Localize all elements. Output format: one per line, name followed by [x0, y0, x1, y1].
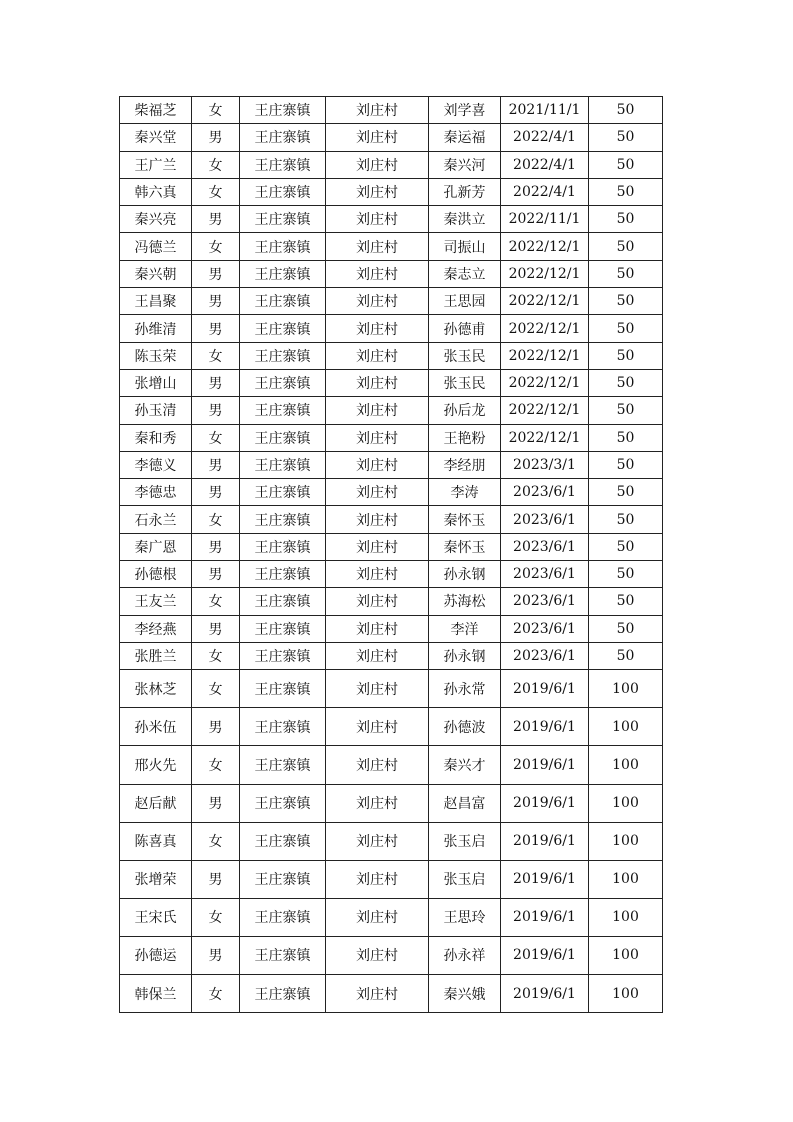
village-cell: 刘庄村 — [326, 288, 429, 315]
person-name-cell: 秦兴亮 — [120, 206, 192, 233]
village-cell: 刘庄村 — [326, 898, 429, 936]
town-cell: 王庄寨镇 — [240, 746, 326, 784]
sex-cell: 男 — [192, 479, 240, 506]
amount-cell: 100 — [589, 708, 663, 746]
payee-name-cell: 王思玲 — [429, 898, 501, 936]
town-cell: 王庄寨镇 — [240, 615, 326, 642]
amount-cell: 50 — [589, 342, 663, 369]
table-row — [120, 369, 663, 396]
payee-name-cell: 秦怀玉 — [429, 506, 501, 533]
amount-cell: 100 — [589, 670, 663, 708]
table-row — [120, 822, 663, 860]
date-cell: 2023/6/1 — [501, 533, 589, 560]
date-cell: 2022/12/1 — [501, 369, 589, 396]
table-row — [120, 561, 663, 588]
person-name-cell: 孙德根 — [120, 561, 192, 588]
town-cell: 王庄寨镇 — [240, 424, 326, 451]
date-cell: 2019/6/1 — [501, 936, 589, 974]
village-cell: 刘庄村 — [326, 260, 429, 287]
sex-cell: 男 — [192, 451, 240, 478]
person-name-cell: 秦广恩 — [120, 533, 192, 560]
village-cell: 刘庄村 — [326, 860, 429, 898]
sex-cell: 男 — [192, 206, 240, 233]
date-cell: 2022/11/1 — [501, 206, 589, 233]
village-cell: 刘庄村 — [326, 822, 429, 860]
table-row — [120, 451, 663, 478]
person-name-cell: 赵后献 — [120, 784, 192, 822]
village-cell: 刘庄村 — [326, 506, 429, 533]
date-cell: 2019/6/1 — [501, 708, 589, 746]
person-name-cell: 王宋氏 — [120, 898, 192, 936]
village-cell: 刘庄村 — [326, 479, 429, 506]
table-row — [120, 260, 663, 287]
village-cell: 刘庄村 — [326, 342, 429, 369]
payee-name-cell: 孙德甫 — [429, 315, 501, 342]
person-name-cell: 张增荣 — [120, 860, 192, 898]
village-cell: 刘庄村 — [326, 936, 429, 974]
amount-cell: 100 — [589, 784, 663, 822]
table-row — [120, 708, 663, 746]
person-name-cell: 张胜兰 — [120, 642, 192, 669]
table-row — [120, 533, 663, 560]
sex-cell: 女 — [192, 178, 240, 205]
village-cell: 刘庄村 — [326, 615, 429, 642]
person-name-cell: 王昌聚 — [120, 288, 192, 315]
town-cell: 王庄寨镇 — [240, 936, 326, 974]
village-cell: 刘庄村 — [326, 708, 429, 746]
town-cell: 王庄寨镇 — [240, 784, 326, 822]
person-name-cell: 柴福芝 — [120, 97, 192, 124]
town-cell: 王庄寨镇 — [240, 588, 326, 615]
sex-cell: 男 — [192, 369, 240, 396]
village-cell: 刘庄村 — [326, 588, 429, 615]
date-cell: 2019/6/1 — [501, 898, 589, 936]
person-name-cell: 陈玉荣 — [120, 342, 192, 369]
amount-cell: 50 — [589, 369, 663, 396]
amount-cell: 50 — [589, 424, 663, 451]
table-body — [120, 97, 663, 1013]
payee-name-cell: 张玉民 — [429, 342, 501, 369]
payee-name-cell: 张玉启 — [429, 822, 501, 860]
town-cell: 王庄寨镇 — [240, 708, 326, 746]
table-row — [120, 151, 663, 178]
table-row — [120, 342, 663, 369]
village-cell: 刘庄村 — [326, 533, 429, 560]
table-row — [120, 784, 663, 822]
date-cell: 2022/4/1 — [501, 124, 589, 151]
amount-cell: 100 — [589, 860, 663, 898]
sex-cell: 男 — [192, 784, 240, 822]
payee-name-cell: 王艳粉 — [429, 424, 501, 451]
person-name-cell: 王友兰 — [120, 588, 192, 615]
person-name-cell: 韩六真 — [120, 178, 192, 205]
person-name-cell: 秦兴朝 — [120, 260, 192, 287]
person-name-cell: 秦兴堂 — [120, 124, 192, 151]
amount-cell: 50 — [589, 206, 663, 233]
village-cell: 刘庄村 — [326, 642, 429, 669]
sex-cell: 女 — [192, 151, 240, 178]
town-cell: 王庄寨镇 — [240, 506, 326, 533]
person-name-cell: 孙维清 — [120, 315, 192, 342]
date-cell: 2019/6/1 — [501, 784, 589, 822]
village-cell: 刘庄村 — [326, 151, 429, 178]
payee-name-cell: 张玉启 — [429, 860, 501, 898]
payee-name-cell: 秦兴娥 — [429, 974, 501, 1012]
date-cell: 2022/12/1 — [501, 342, 589, 369]
date-cell: 2022/12/1 — [501, 288, 589, 315]
payee-name-cell: 秦志立 — [429, 260, 501, 287]
town-cell: 王庄寨镇 — [240, 97, 326, 124]
sex-cell: 男 — [192, 397, 240, 424]
table-row — [120, 315, 663, 342]
amount-cell: 50 — [589, 615, 663, 642]
person-name-cell: 王广兰 — [120, 151, 192, 178]
amount-cell: 50 — [589, 479, 663, 506]
amount-cell: 100 — [589, 974, 663, 1012]
town-cell: 王庄寨镇 — [240, 670, 326, 708]
town-cell: 王庄寨镇 — [240, 233, 326, 260]
date-cell: 2019/6/1 — [501, 822, 589, 860]
payee-name-cell: 司振山 — [429, 233, 501, 260]
village-cell: 刘庄村 — [326, 561, 429, 588]
sex-cell: 女 — [192, 898, 240, 936]
table-row — [120, 898, 663, 936]
table-row — [120, 746, 663, 784]
town-cell: 王庄寨镇 — [240, 206, 326, 233]
town-cell: 王庄寨镇 — [240, 342, 326, 369]
person-name-cell: 张增山 — [120, 369, 192, 396]
payee-name-cell: 秦兴才 — [429, 746, 501, 784]
amount-cell: 50 — [589, 588, 663, 615]
date-cell: 2022/12/1 — [501, 397, 589, 424]
amount-cell: 50 — [589, 260, 663, 287]
amount-cell: 50 — [589, 642, 663, 669]
table-row — [120, 97, 663, 124]
sex-cell: 女 — [192, 822, 240, 860]
village-cell: 刘庄村 — [326, 670, 429, 708]
date-cell: 2022/12/1 — [501, 424, 589, 451]
payee-name-cell: 秦洪立 — [429, 206, 501, 233]
sex-cell: 男 — [192, 124, 240, 151]
sex-cell: 女 — [192, 588, 240, 615]
village-cell: 刘庄村 — [326, 424, 429, 451]
amount-cell: 50 — [589, 124, 663, 151]
payee-name-cell: 李经朋 — [429, 451, 501, 478]
amount-cell: 50 — [589, 315, 663, 342]
table-row — [120, 642, 663, 669]
amount-cell: 50 — [589, 233, 663, 260]
payee-name-cell: 孙永常 — [429, 670, 501, 708]
subsidy-roster-table — [119, 96, 663, 1013]
sex-cell: 男 — [192, 315, 240, 342]
table-row — [120, 178, 663, 205]
amount-cell: 50 — [589, 533, 663, 560]
town-cell: 王庄寨镇 — [240, 479, 326, 506]
town-cell: 王庄寨镇 — [240, 151, 326, 178]
payee-name-cell: 孙永祥 — [429, 936, 501, 974]
amount-cell: 50 — [589, 506, 663, 533]
amount-cell: 50 — [589, 97, 663, 124]
payee-name-cell: 李洋 — [429, 615, 501, 642]
table-row — [120, 670, 663, 708]
person-name-cell: 李德忠 — [120, 479, 192, 506]
sex-cell: 女 — [192, 670, 240, 708]
person-name-cell: 冯德兰 — [120, 233, 192, 260]
town-cell: 王庄寨镇 — [240, 860, 326, 898]
sex-cell: 女 — [192, 746, 240, 784]
payee-name-cell: 秦运福 — [429, 124, 501, 151]
sex-cell: 女 — [192, 974, 240, 1012]
table-row — [120, 288, 663, 315]
village-cell: 刘庄村 — [326, 974, 429, 1012]
date-cell: 2019/6/1 — [501, 746, 589, 784]
payee-name-cell: 王思园 — [429, 288, 501, 315]
village-cell: 刘庄村 — [326, 97, 429, 124]
person-name-cell: 韩保兰 — [120, 974, 192, 1012]
village-cell: 刘庄村 — [326, 397, 429, 424]
payee-name-cell: 秦怀玉 — [429, 533, 501, 560]
town-cell: 王庄寨镇 — [240, 822, 326, 860]
table-row — [120, 206, 663, 233]
village-cell: 刘庄村 — [326, 746, 429, 784]
payee-name-cell: 张玉民 — [429, 369, 501, 396]
sex-cell: 男 — [192, 260, 240, 287]
town-cell: 王庄寨镇 — [240, 642, 326, 669]
town-cell: 王庄寨镇 — [240, 533, 326, 560]
table-row — [120, 124, 663, 151]
person-name-cell: 陈喜真 — [120, 822, 192, 860]
date-cell: 2021/11/1 — [501, 97, 589, 124]
town-cell: 王庄寨镇 — [240, 124, 326, 151]
sex-cell: 女 — [192, 506, 240, 533]
town-cell: 王庄寨镇 — [240, 397, 326, 424]
payee-name-cell: 孙永钢 — [429, 561, 501, 588]
table-row — [120, 615, 663, 642]
table-row — [120, 506, 663, 533]
sex-cell: 女 — [192, 342, 240, 369]
sex-cell: 女 — [192, 97, 240, 124]
date-cell: 2022/4/1 — [501, 151, 589, 178]
person-name-cell: 李德义 — [120, 451, 192, 478]
village-cell: 刘庄村 — [326, 451, 429, 478]
sex-cell: 女 — [192, 233, 240, 260]
amount-cell: 100 — [589, 746, 663, 784]
town-cell: 王庄寨镇 — [240, 178, 326, 205]
table-row — [120, 588, 663, 615]
table-row — [120, 974, 663, 1012]
date-cell: 2023/3/1 — [501, 451, 589, 478]
date-cell: 2022/12/1 — [501, 233, 589, 260]
date-cell: 2022/12/1 — [501, 315, 589, 342]
village-cell: 刘庄村 — [326, 784, 429, 822]
person-name-cell: 张林芝 — [120, 670, 192, 708]
sex-cell: 男 — [192, 288, 240, 315]
village-cell: 刘庄村 — [326, 178, 429, 205]
village-cell: 刘庄村 — [326, 369, 429, 396]
town-cell: 王庄寨镇 — [240, 260, 326, 287]
payee-name-cell: 刘学喜 — [429, 97, 501, 124]
person-name-cell: 邢火先 — [120, 746, 192, 784]
town-cell: 王庄寨镇 — [240, 974, 326, 1012]
sex-cell: 女 — [192, 642, 240, 669]
sex-cell: 男 — [192, 860, 240, 898]
date-cell: 2023/6/1 — [501, 479, 589, 506]
amount-cell: 100 — [589, 822, 663, 860]
date-cell: 2019/6/1 — [501, 670, 589, 708]
amount-cell: 100 — [589, 898, 663, 936]
amount-cell: 100 — [589, 936, 663, 974]
table-row — [120, 860, 663, 898]
payee-name-cell: 孙德波 — [429, 708, 501, 746]
payee-name-cell: 孙永钢 — [429, 642, 501, 669]
town-cell: 王庄寨镇 — [240, 561, 326, 588]
date-cell: 2023/6/1 — [501, 588, 589, 615]
table-row — [120, 397, 663, 424]
date-cell: 2022/12/1 — [501, 260, 589, 287]
table-row — [120, 479, 663, 506]
date-cell: 2023/6/1 — [501, 561, 589, 588]
payee-name-cell: 孔新芳 — [429, 178, 501, 205]
village-cell: 刘庄村 — [326, 206, 429, 233]
amount-cell: 50 — [589, 561, 663, 588]
amount-cell: 50 — [589, 397, 663, 424]
payee-name-cell: 苏海松 — [429, 588, 501, 615]
village-cell: 刘庄村 — [326, 233, 429, 260]
table-row — [120, 424, 663, 451]
amount-cell: 50 — [589, 178, 663, 205]
sex-cell: 男 — [192, 561, 240, 588]
person-name-cell: 石永兰 — [120, 506, 192, 533]
payee-name-cell: 秦兴河 — [429, 151, 501, 178]
person-name-cell: 孙玉清 — [120, 397, 192, 424]
date-cell: 2023/6/1 — [501, 615, 589, 642]
table-row — [120, 936, 663, 974]
date-cell: 2023/6/1 — [501, 506, 589, 533]
sex-cell: 男 — [192, 936, 240, 974]
amount-cell: 50 — [589, 151, 663, 178]
person-name-cell: 李经燕 — [120, 615, 192, 642]
town-cell: 王庄寨镇 — [240, 288, 326, 315]
date-cell: 2019/6/1 — [501, 974, 589, 1012]
sex-cell: 男 — [192, 708, 240, 746]
sex-cell: 女 — [192, 424, 240, 451]
amount-cell: 50 — [589, 288, 663, 315]
payee-name-cell: 孙后龙 — [429, 397, 501, 424]
town-cell: 王庄寨镇 — [240, 315, 326, 342]
town-cell: 王庄寨镇 — [240, 369, 326, 396]
village-cell: 刘庄村 — [326, 315, 429, 342]
date-cell: 2023/6/1 — [501, 642, 589, 669]
sex-cell: 男 — [192, 533, 240, 560]
sex-cell: 男 — [192, 615, 240, 642]
person-name-cell: 秦和秀 — [120, 424, 192, 451]
payee-name-cell: 李涛 — [429, 479, 501, 506]
person-name-cell: 孙德运 — [120, 936, 192, 974]
date-cell: 2019/6/1 — [501, 860, 589, 898]
town-cell: 王庄寨镇 — [240, 451, 326, 478]
person-name-cell: 孙米伍 — [120, 708, 192, 746]
village-cell: 刘庄村 — [326, 124, 429, 151]
table-row — [120, 233, 663, 260]
amount-cell: 50 — [589, 451, 663, 478]
date-cell: 2022/4/1 — [501, 178, 589, 205]
payee-name-cell: 赵昌富 — [429, 784, 501, 822]
town-cell: 王庄寨镇 — [240, 898, 326, 936]
